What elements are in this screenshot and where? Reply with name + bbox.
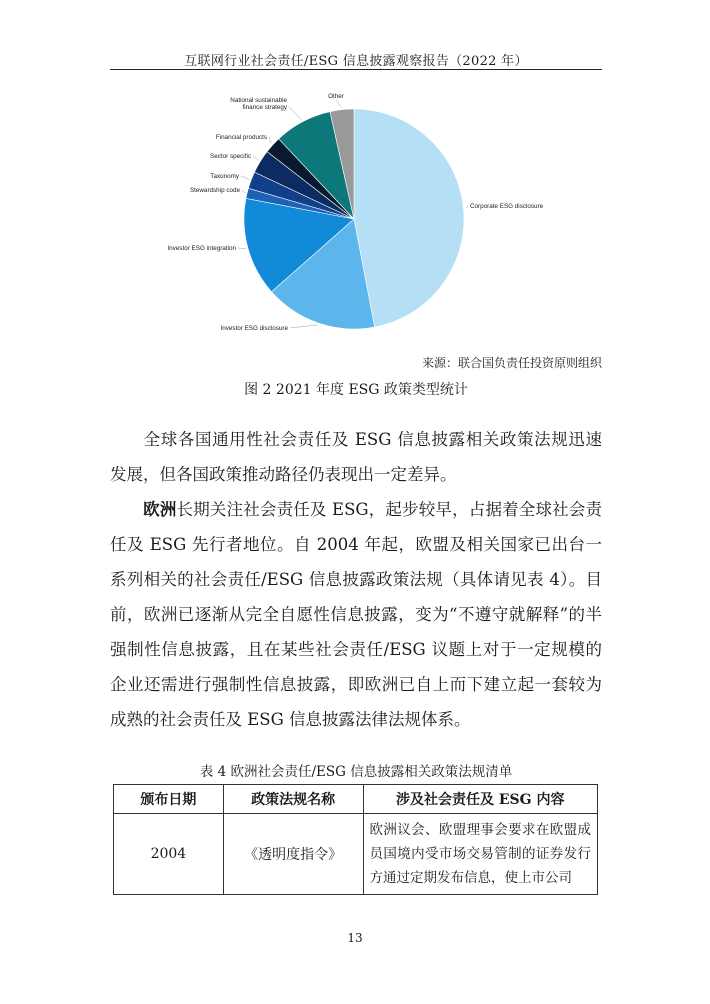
paragraph-europe bbox=[110, 492, 602, 737]
europe-bold-term: 欧洲 bbox=[143, 500, 177, 519]
column-header-policy-name: 政策法规名称 bbox=[223, 785, 363, 814]
pie-leader-line-investor-esg-disclosure bbox=[290, 325, 318, 328]
pie-label-taxonomy: Taxonomy bbox=[210, 173, 239, 180]
europe-policy-table bbox=[113, 784, 598, 895]
pie-leader-line-stewardship-code bbox=[242, 190, 245, 193]
paragraph-europe-text: 长期关注社会责任及 ESG，起步较早，占据着全球社会责任及 ESG 先行者地位。自 2004 年起，欧盟及相关国家已出台一系列相关的社会责任/ESG 信息披露政策法规（具体请见表 4）。目前，欧洲已逐渐从完全自愿性信息披露，变为“不遵守就解释”的半强制性信息披露，且在某些社会责任/ESG 议题上对于一定规模的企业还需进行强制性信息披露，即欧洲已自上而下建立起一套较为成熟的社会责任及 ESG 信息披露法律法规体系。 bbox=[110, 500, 602, 729]
pie-leader-line-corporate-esg-disclosure bbox=[466, 206, 468, 208]
paragraph-global-policy-text: 全球各国通用性社会责任及 ESG 信息披露相关政策法规迅速发展，但各国政策推动路径仍表现出一定差异。 bbox=[110, 430, 602, 484]
esg-policy-pie-chart bbox=[150, 84, 570, 350]
pie-label-corporate-esg-disclosure: Corporate ESG disclosure bbox=[470, 203, 544, 210]
pie-leader-line-taxonomy bbox=[241, 176, 249, 179]
row-date: 2004 bbox=[114, 814, 224, 895]
header-divider bbox=[110, 69, 602, 70]
pie-label-national-sustainable-finance-strategy: National sustainable finance strategy bbox=[230, 97, 287, 111]
pie-slice-corporate-esg-disclosure bbox=[354, 109, 464, 327]
pie-label-investor-esg-integration: Investor ESG integration bbox=[167, 245, 236, 252]
pie-label-sector-specific: Sector specific bbox=[210, 153, 251, 160]
pie-label-other: Other bbox=[328, 93, 344, 100]
column-header-esg-content: 涉及社会责任及 ESG 内容 bbox=[363, 785, 598, 814]
table-row bbox=[114, 814, 598, 895]
page-number: 13 bbox=[347, 931, 363, 945]
pie-leader-line-sector-specific bbox=[253, 156, 259, 160]
pie-leader-line-other bbox=[336, 100, 342, 108]
row-policy-name: 《透明度指令》 bbox=[223, 814, 363, 895]
figure-source: 来源：联合国负责任投资原则组织 bbox=[421, 356, 602, 370]
figure-caption: 图 2 2021 年度 ESG 政策类型统计 bbox=[244, 382, 468, 398]
column-header-date: 颁布日期 bbox=[114, 785, 224, 814]
paragraph-global-policy bbox=[110, 422, 602, 492]
pie-label-financial-products: Financial products bbox=[215, 134, 267, 141]
pie-leader-line-financial-products bbox=[269, 137, 271, 144]
pie-leader-line-national-sustainable-finance-strategy bbox=[289, 107, 302, 120]
pie-leader-line-investor-esg-integration bbox=[238, 248, 246, 249]
table-header-row bbox=[114, 785, 598, 814]
running-header: 互联网行业社会责任/ESG 信息披露观察报告（2022 年） bbox=[184, 54, 528, 69]
table-caption: 表 4 欧洲社会责任/ESG 信息披露相关政策法规清单 bbox=[199, 764, 513, 780]
row-esg-content: 欧洲议会、欧盟理事会要求在欧盟成员国境内受市场交易管制的证券发行方通过定期发布信息，使上市公司 bbox=[363, 814, 598, 895]
pie-label-stewardship-code: Stewardship code bbox=[189, 187, 240, 194]
pie-label-investor-esg-disclosure: Investor ESG disclosure bbox=[220, 325, 288, 332]
